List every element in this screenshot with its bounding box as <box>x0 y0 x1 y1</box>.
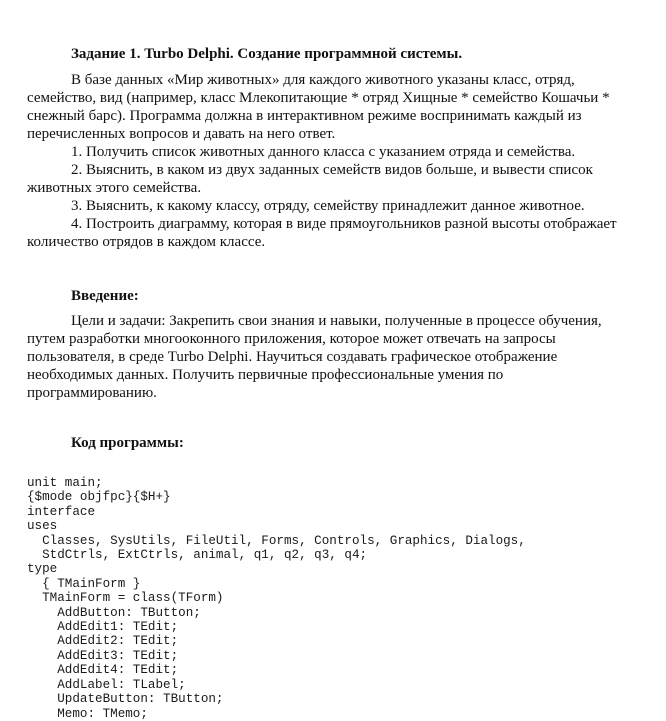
task-item-3: 3. Выяснить, к какому классу, отряду, семейству принадлежит данное животное. <box>71 198 585 214</box>
code-line: AddEdit3: TEdit; <box>27 648 179 663</box>
code-line: { TMainForm } <box>27 576 141 591</box>
intro-line: путем разработки многооконного приложения, которое может отвечать на запросы <box>27 331 556 347</box>
intro-line: программированию. <box>27 385 157 401</box>
code-line: TMainForm = class(TForm) <box>27 591 224 606</box>
task-item-2-continuation: животных этого семейства. <box>27 180 202 196</box>
task-description-line: перечисленных вопросов и давать на него ответ. <box>27 126 336 142</box>
code-line: AddEdit4: TEdit; <box>27 663 179 678</box>
intro-line: пользователя, в среде Turbo Delphi. Научиться создавать графическое отображение <box>27 349 558 365</box>
code-line: interface <box>27 504 96 519</box>
code-line: AddLabel: TLabel; <box>27 677 186 692</box>
task-description-line: В базе данных «Мир животных» для каждого животного указаны класс, отряд, <box>71 72 575 88</box>
code-line: type <box>27 562 58 577</box>
code-line: Memo: TMemo; <box>27 706 148 721</box>
code-line: AddEdit2: TEdit; <box>27 634 179 649</box>
code-listing <box>27 476 526 721</box>
code-line: UpdateButton: TButton; <box>27 692 224 707</box>
code-line: Classes, SysUtils, FileUtil, Forms, Controls, Graphics, Dialogs, <box>27 533 526 548</box>
intro-line: необходимых данных. Получить первичные профессиональные умения по <box>27 367 504 383</box>
task-item-4: 4. Построить диаграмму, которая в виде прямоугольников разной высоты отображает <box>71 216 617 232</box>
task-item-2: 2. Выяснить, в каком из двух заданных семейств видов больше, и вывести список <box>71 162 593 178</box>
task-description-line: семейство, вид (например, класс Млекопитающие * отряд Хищные * семейство Кошачьи * <box>27 90 610 106</box>
task-item-4-continuation: количество отрядов в каждом классе. <box>27 234 266 250</box>
code-line: AddEdit1: TEdit; <box>27 620 179 635</box>
code-heading: Код программы: <box>71 435 184 451</box>
code-line: {$mode objfpc}{$H+} <box>27 490 171 505</box>
intro-heading: Введение: <box>71 288 139 304</box>
code-line: AddButton: TButton; <box>27 605 201 620</box>
code-line: uses <box>27 519 58 534</box>
task-item-1: 1. Получить список животных данного класса с указанием отряда и семейства. <box>71 144 576 160</box>
intro-line: Цели и задачи: Закрепить свои знания и навыки, полученные в процессе обучения, <box>71 313 602 329</box>
task-title: Задание 1. Turbo Delphi. Создание программной системы. <box>71 46 463 62</box>
code-line: StdCtrls, ExtCtrls, animal, q1, q2, q3, q4; <box>27 548 368 563</box>
code-line: unit main; <box>27 476 103 490</box>
task-description-line: снежный барс). Программа должна в интерактивном режиме воспринимать каждый из <box>27 108 582 124</box>
